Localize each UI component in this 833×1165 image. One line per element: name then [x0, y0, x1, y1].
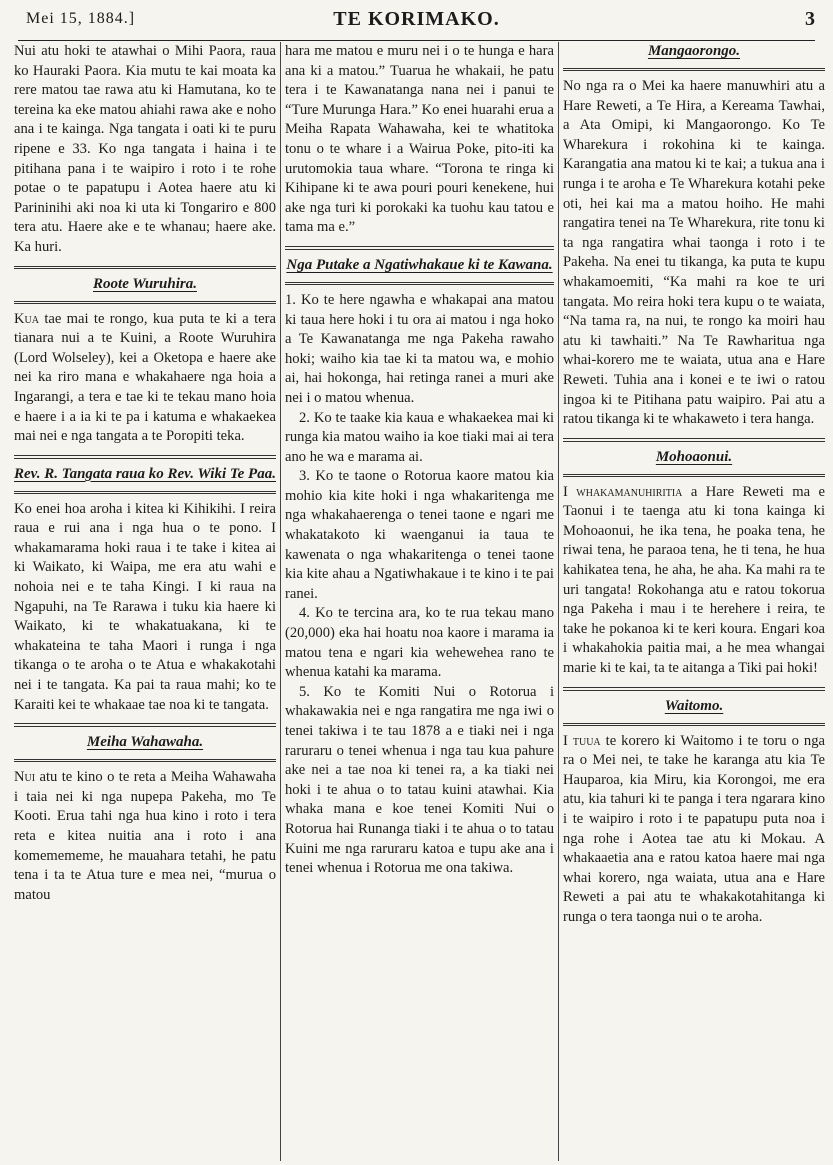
- section-separator: [285, 246, 554, 250]
- section-separator: [14, 723, 276, 727]
- article-paragraph: [14, 310, 276, 447]
- section-separator: [14, 301, 276, 304]
- section-separator: [563, 687, 825, 691]
- article-paragraph: [14, 768, 276, 905]
- heading-mangaorongo: Mangaorongo.: [647, 43, 741, 59]
- page-header: [8, 6, 825, 38]
- section-separator: [285, 282, 554, 285]
- list-item: 1. Ko te here ngawha e whakapai ana matou ki taua here hoki i tu ora ai matou i nga hoko a Te Kawanatanga me nga Pakeha rawaho hoki; waiho kia tae ki ta matou wa, e mohio ai, hai hokonga, hai retinga ranei a muri ake nei i o matou whenua.: [285, 291, 554, 406]
- article-paragraph: No nga ra o Mei ka haere manuwhiri atu a Hare Reweti, a Te Hira, a Kereama Tawhai, a Ata Omipi, ki Mangaorongo. Ko Te Wharekura i rokohina ki te kainga. Karangatia ana matou ki te kai; a tukua ana i runga i te aroha e Te Wharekura kotahi peke oti, hei kai ma a matou hoiho. He mahi rangatira tenei na Te Wharekura, rite tonu ki ta nga rangatira whai taonga i roto i te Pakeha. Na enei tu tikanga, ka puta te kupu whakamoemiti, “Ka mahi ra koe te uri tangata. Mo reira hoki tera kupu o te waiata, “Na tama ra, na nui, te rongo ka moiri hau atu ki tawhaiti.” Na Te Rawharitua nga whai-korero me te waiata, utua ana e Hare Reweti. Tuhia ana i konei e te iwi o ratou ingoa ki te Pitihana patu waipiro. Pai atu a ratou tikanga ki te whakaweto i tera hanga.: [563, 78, 825, 428]
- section-separator: [563, 68, 825, 71]
- section-separator: [563, 438, 825, 442]
- section-separator: [14, 491, 276, 494]
- header-date: Mei 15, 1884.]: [26, 10, 136, 27]
- heading-mohoaonui: Mohoaonui.: [655, 448, 733, 465]
- section-separator: [14, 759, 276, 762]
- paragraph-text: atu te kino o te reta a Meiha Wahawaha i taia nei ki nga nupepa Pakeha, mo Te Kooti. Erua tahi nga hua kino i roto i tera reta e kitea nuitia ana i roto i ana komemememe, he mauahara tetahi, he patu tena i ta te Atua ture e mea nei, “murua o matou: [14, 769, 276, 903]
- lead-word: Nui: [14, 769, 36, 786]
- newspaper-title: TE KORIMAKO.: [333, 8, 500, 30]
- header-rule: [18, 40, 815, 41]
- heading-meiha-wahawaha: Meiha Wahawaha.: [86, 734, 204, 751]
- section-separator: [14, 455, 276, 459]
- paragraph-text: a Hare Reweti ma e Taonui i te taenga atu ki tona kainga ki Mohoaonui, he ika tena, he poaka tena, he riwai tena, he paraoa tena, he ti tena, he hua kahikatea tena, he aha, he aha. Ka mahi ra te uri tangata! Rokohanga atu e ratou tokorua nga Pakeha i mau i te herehere i reira, te take he pokanoa ki te keri koura. Engari koa i whakahokia paitia mai, a he mea whangai marie ki te kai, ta te aitanga a Tiki pai hoki!: [563, 483, 825, 677]
- article-paragraph: [563, 483, 825, 679]
- list-item: 5. Ko te Komiti Nui o Rotorua i whakawakia nei e nga rangatira me nga iwi o tenei takiwa i te tau 1878 a e tiaki nei i nga raruraru o tenei whenua i nga tau kua pahure ake nei a tae noa ki tenei ra, a ka tiaki nei hoki i te ahua o to tatau kuini atawhai. Kia whaka mana e koe tenei Komiti Nui o Rotorua hai Runanga tiaki i te ahua o to tatau Kuini me nga raruraru katoa e tupu ake ana i tenei whenua i Rotorua me ona takiwa.: [285, 683, 554, 877]
- paragraph-text: te korero ki Waitomo i te toru o nga ra o Mei nei, te take he karanga atu kia Te Hauparoa, kia Miru, kia Korongoi, me era atu, kia tahuri ki te panga i tera ngarara kino i te waipiro i roto i te papatupu puta noa i nga rohe i Aotea tae atu ki Mokau. A whakaaetia ana e ratou katoa haere mai nga whai korero, nga waiata, utua ana e Hare Reweti a pai atu te whakakotahitanga ki runga o tera taonga nui o te aroha.: [563, 732, 825, 925]
- list-item: 3. Ko te taone o Rotorua kaore matou kia mohio kia kite hoki i nga whakaritenga me nga whakahaerenga o tenei taone e ngari me whakatakoto ki waenganui ia taua te kawenata o nga whakaritenga o tenei taone kia kite ahau a Ngatiwhakaue i te kino i te pai ranei.: [285, 468, 554, 602]
- article-paragraph: Ko enei hoa aroha i kitea ki Kihikihi. I reira raua e rui ana i nga hua o te pono. I whakamarama hoki raua i te take i kitea ai ki Waikato, ki Waipa, me era atu wahi e nohoia nei e te taha Kingi. I ki raua na Ngapuhi, na Te Rarawa i tuku kia haere ki Waikato, ki te whakatuakana, ki te whakateina te taha Maori i runga i nga tikanga o te aroha o te Atua e whakakotahi nei i te tangata. Ka pai ta raua mahi; ko te Karaiti kei te whakaae tae noa ki te tangata.: [14, 500, 276, 713]
- section-separator: [563, 474, 825, 477]
- column-1: [14, 42, 276, 1161]
- paragraph-text: tae mai te rongo, kua puta te ki a tera tianara nui a te Kuini, a Roote Wuruhira (Lord Wolseley), kei a Oketopa e haere ake nei ka riro mana e whakahaere nga hoia a Ingarangi, a tera e tae ki te tekau mano hoia e haere i a ia ki te pa i katuma e whakaekea mai nei e nga tangata a te Poropiti teka.: [14, 310, 276, 445]
- column-3: [563, 42, 825, 1161]
- column-divider: [280, 42, 281, 1161]
- heading-roote-wuruhira: Roote Wuruhira.: [93, 275, 197, 292]
- heading-rev-tangata: Rev. R. Tangata raua ko Rev. Wiki Te Paa.: [14, 465, 276, 482]
- list-item: 4. Ko te tercina ara, ko te rua tekau mano (20,000) eka hai hoatu noa kaore i marama ia matou tena e ngari kia wehewehea rano te whenua katahi ka marama.: [285, 605, 554, 681]
- heading-waitomo: Waitomo.: [664, 697, 724, 714]
- lead-word: I whakamanuhiritia: [563, 483, 683, 500]
- column-divider: [558, 42, 559, 1161]
- page-number: 3: [805, 8, 815, 30]
- article-paragraph: Nui atu hoki te atawhai o Mihi Paora, raua ko Hauraki Paora. Kia mutu te kai moata ka rere matou tae rawa atu ki Hamutana, ko te tereina ka eke matou ahiahi rawa ake e noho ana i te kainga. Nga tangata i oati ki te puru ripene e 33. Ko nga tangata i haina i te pitihana pana i te waipiro i roto i te rohe potae o te papatupu i Aotea haere atu ki Parininihi aki noa ki uta ki Tongariro e 800 tera atu. Haere ake e te whanau; haere ake. Ka huri.: [14, 43, 276, 255]
- section-separator: [563, 723, 825, 726]
- article-paragraph: [563, 732, 825, 928]
- article-paragraph: hara me matou e muru nei i o te hunga e hara ana ki a matou.” Tuarua he whakaii, he patu tera i te Kawanatanga nana nei i panui te “Ture Murunga Hara.” Ko enei huarahi erua a Meiha Rapata Wahawaha, kei te whatitoka tonu o te whare i a Wairua Poke, pito-iti ka urutomokia taua whare. “Torona te ringa ki Kihipane ki te awa pouri pouri kenekene, hui ake nga turi ki porokaki ka tuohu kau tatou e tama ma e.”: [285, 43, 554, 236]
- column-2: [285, 42, 554, 1161]
- heading-nga-putake: Nga Putake a Ngatiwhakaue ki te Kawana.: [286, 256, 553, 273]
- lead-word: I tuua: [563, 732, 601, 749]
- lead-word: Kua: [14, 310, 39, 327]
- section-separator: [14, 266, 276, 269]
- list-item: 2. Ko te taake kia kaua e whakaekea mai ki runga kia matou waiho ia koe tiaki mai ai tera ano he wa e marama ai.: [285, 409, 554, 465]
